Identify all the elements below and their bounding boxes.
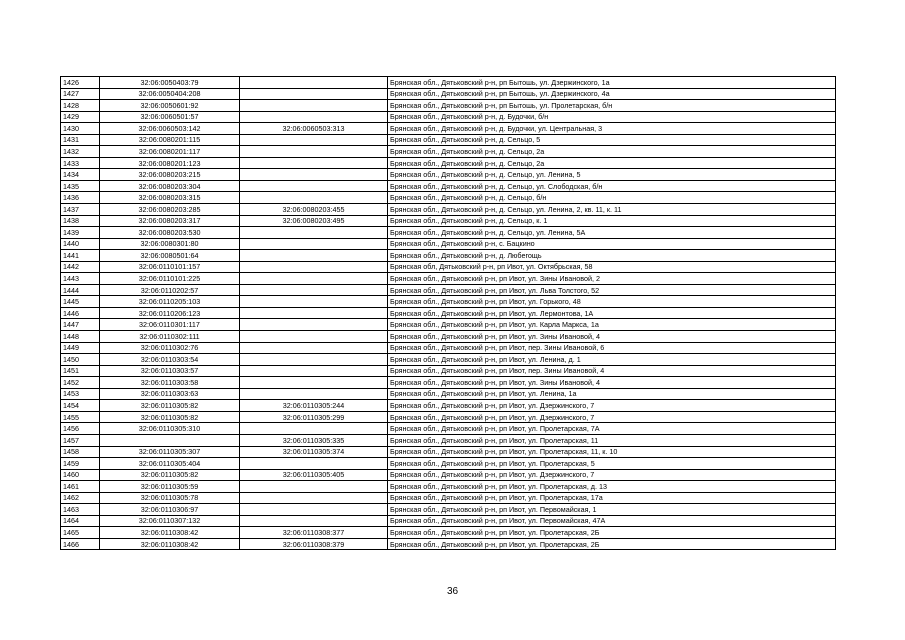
address-cell: Брянская обл., Дятьковский р-н, рп Бытошь, ул. Дзержинского, 4а: [388, 88, 836, 100]
linked-cadastral-number-cell: [240, 180, 388, 192]
address-cell: Брянская обл., Дятьковский р-н, д. Сельцо, ул. Ленина, 5: [388, 169, 836, 181]
table-row: [61, 388, 836, 400]
address-cell: Брянская обл., Дятьковский р-н, рп Ивот, ул. Пролетарская, 17а: [388, 492, 836, 504]
linked-cadastral-number-cell: [240, 284, 388, 296]
cadastral-number-cell: 32:06:0050404:208: [100, 88, 240, 100]
cadastral-number-cell: 32:06:0110303:54: [100, 354, 240, 366]
row-number-cell: 1445: [61, 296, 100, 308]
linked-cadastral-number-cell: [240, 134, 388, 146]
linked-cadastral-number-cell: [240, 365, 388, 377]
row-number-cell: 1447: [61, 319, 100, 331]
table-row: [61, 157, 836, 169]
cadastral-number-cell: 32:06:0110305:78: [100, 492, 240, 504]
address-cell: Брянская обл., Дятьковский р-н, рп Ивот, ул. Зины Ивановой, 2: [388, 273, 836, 285]
cadastral-number-cell: 32:06:0080501:64: [100, 250, 240, 262]
linked-cadastral-number-cell: [240, 250, 388, 262]
table-row: [61, 250, 836, 262]
linked-cadastral-number-cell: 32:06:0110305:374: [240, 446, 388, 458]
address-cell: Брянская обл., Дятьковский р-н, рп Ивот, ул. Первомайская, 47А: [388, 515, 836, 527]
table-row: [61, 146, 836, 158]
cadastral-number-cell: 32:06:0110305:310: [100, 423, 240, 435]
cadastral-number-cell: 32:06:0110305:82: [100, 400, 240, 412]
linked-cadastral-number-cell: [240, 481, 388, 493]
linked-cadastral-number-cell: [240, 100, 388, 112]
row-number-cell: 1461: [61, 481, 100, 493]
address-cell: Брянская обл, Дятьковский р-н, рп Ивот, ул. Октябрьская, 58: [388, 261, 836, 273]
property-register-table: [60, 76, 836, 550]
row-number-cell: 1453: [61, 388, 100, 400]
address-cell: Брянская обл., Дятьковский р-н, рп Ивот, ул. Лермонтова, 1А: [388, 307, 836, 319]
address-cell: Брянская обл., Дятьковский р-н, д. Сельцо, ул. Ленина, 2, кв. 11, к. 11: [388, 204, 836, 216]
linked-cadastral-number-cell: 32:06:0110305:244: [240, 400, 388, 412]
table-row: [61, 342, 836, 354]
table-row: [61, 492, 836, 504]
cadastral-number-cell: 32:06:0050601:92: [100, 100, 240, 112]
row-number-cell: 1431: [61, 134, 100, 146]
table-row: [61, 192, 836, 204]
address-cell: Брянская обл., Дятьковский р-н, д. Будочки, б/н: [388, 111, 836, 123]
linked-cadastral-number-cell: 32:06:0110305:335: [240, 434, 388, 446]
row-number-cell: 1452: [61, 377, 100, 389]
row-number-cell: 1463: [61, 504, 100, 516]
row-number-cell: 1462: [61, 492, 100, 504]
row-number-cell: 1460: [61, 469, 100, 481]
linked-cadastral-number-cell: 32:06:0110305:299: [240, 411, 388, 423]
row-number-cell: 1432: [61, 146, 100, 158]
cadastral-number-cell: 32:06:0080203:215: [100, 169, 240, 181]
row-number-cell: 1459: [61, 458, 100, 470]
cadastral-number-cell: 32:06:0080203:285: [100, 204, 240, 216]
linked-cadastral-number-cell: [240, 377, 388, 389]
address-cell: Брянская обл., Дятьковский р-н, рп Ивот, ул. Пролетарская, 11: [388, 434, 836, 446]
cadastral-number-cell: 32:06:0110303:57: [100, 365, 240, 377]
row-number-cell: 1449: [61, 342, 100, 354]
row-number-cell: 1435: [61, 180, 100, 192]
cadastral-number-cell: 32:06:0080203:530: [100, 227, 240, 239]
table-row: [61, 204, 836, 216]
table-row: [61, 123, 836, 135]
linked-cadastral-number-cell: 32:06:0080203:495: [240, 215, 388, 227]
address-cell: Брянская обл., Дятьковский р-н, рп Ивот, ул. Карла Маркса, 1а: [388, 319, 836, 331]
row-number-cell: 1439: [61, 227, 100, 239]
row-number-cell: 1464: [61, 515, 100, 527]
cadastral-number-cell: 32:06:0080201:115: [100, 134, 240, 146]
linked-cadastral-number-cell: [240, 238, 388, 250]
cadastral-number-cell: 32:06:0110305:82: [100, 411, 240, 423]
row-number-cell: 1458: [61, 446, 100, 458]
linked-cadastral-number-cell: [240, 458, 388, 470]
row-number-cell: 1446: [61, 307, 100, 319]
linked-cadastral-number-cell: [240, 227, 388, 239]
address-cell: Брянская обл., Дятьковский р-н, рп Ивот, ул. Пролетарская, 11, к. 10: [388, 446, 836, 458]
cadastral-number-cell: 32:06:0110101:157: [100, 261, 240, 273]
cadastral-number-cell: 32:06:0080301:80: [100, 238, 240, 250]
address-cell: Брянская обл., Дятьковский р-н, д. Сельцо, ул. Ленина, 5А: [388, 227, 836, 239]
table-row: [61, 331, 836, 343]
table-row: [61, 273, 836, 285]
address-cell: Брянская обл., Дятьковский р-н, рп Ивот, ул. Льва Толстого, 52: [388, 284, 836, 296]
row-number-cell: 1429: [61, 111, 100, 123]
row-number-cell: 1457: [61, 434, 100, 446]
cadastral-number-cell: [100, 434, 240, 446]
row-number-cell: 1436: [61, 192, 100, 204]
row-number-cell: 1448: [61, 331, 100, 343]
address-cell: Брянская обл., Дятьковский р-н, рп Ивот, ул. Зины Ивановой, 4: [388, 377, 836, 389]
table-row: [61, 261, 836, 273]
linked-cadastral-number-cell: [240, 261, 388, 273]
address-cell: Брянская обл., Дятьковский р-н, с. Бацкино: [388, 238, 836, 250]
linked-cadastral-number-cell: 32:06:0080203:455: [240, 204, 388, 216]
address-cell: Брянская обл., Дятьковский р-н, д. Сельцо, к. 1: [388, 215, 836, 227]
row-number-cell: 1437: [61, 204, 100, 216]
cadastral-number-cell: 32:06:0060503:142: [100, 123, 240, 135]
linked-cadastral-number-cell: [240, 192, 388, 204]
cadastral-number-cell: 32:06:0050403:79: [100, 77, 240, 89]
row-number-cell: 1444: [61, 284, 100, 296]
cadastral-number-cell: 32:06:0110306:97: [100, 504, 240, 516]
linked-cadastral-number-cell: 32:06:0110308:379: [240, 538, 388, 550]
address-cell: Брянская обл., Дятьковский р-н, д. Сельцо, 2а: [388, 157, 836, 169]
table-row: [61, 134, 836, 146]
address-cell: Брянская обл., Дятьковский р-н, рп Ивот, ул. Пролетарская, 2Б: [388, 527, 836, 539]
table-row: [61, 354, 836, 366]
address-cell: Брянская обл., Дятьковский р-н, рп Бытошь, ул. Пролетарская, б/н: [388, 100, 836, 112]
row-number-cell: 1455: [61, 411, 100, 423]
address-cell: Брянская обл., Дятьковский р-н, рп Ивот, ул. Зины Ивановой, 4: [388, 331, 836, 343]
linked-cadastral-number-cell: [240, 388, 388, 400]
table-row: [61, 469, 836, 481]
address-cell: Брянская обл., Дятьковский р-н, рп Ивот, ул. Ленина, 1а: [388, 388, 836, 400]
address-cell: Брянская обл., Дятьковский р-н, д. Любегощь: [388, 250, 836, 262]
linked-cadastral-number-cell: [240, 111, 388, 123]
table-row: [61, 307, 836, 319]
linked-cadastral-number-cell: [240, 273, 388, 285]
table-row: [61, 411, 836, 423]
cadastral-number-cell: 32:06:0080203:315: [100, 192, 240, 204]
cadastral-number-cell: 32:06:0110202:57: [100, 284, 240, 296]
cadastral-number-cell: 32:06:0110205:103: [100, 296, 240, 308]
table-row: [61, 319, 836, 331]
table-row: [61, 215, 836, 227]
table-row: [61, 365, 836, 377]
table-row: [61, 538, 836, 550]
row-number-cell: 1430: [61, 123, 100, 135]
linked-cadastral-number-cell: [240, 146, 388, 158]
cadastral-number-cell: 32:06:0110305:59: [100, 481, 240, 493]
table-row: [61, 400, 836, 412]
cadastral-number-cell: 32:06:0110302:76: [100, 342, 240, 354]
linked-cadastral-number-cell: [240, 296, 388, 308]
address-cell: Брянская обл., Дятьковский р-н, рп Ивот, ул. Дзержинского, 7: [388, 400, 836, 412]
table-row: [61, 180, 836, 192]
cadastral-number-cell: 32:06:0110305:82: [100, 469, 240, 481]
row-number-cell: 1427: [61, 88, 100, 100]
address-cell: Брянская обл., Дятьковский р-н, рп Ивот, пер. Зины Ивановой, 4: [388, 365, 836, 377]
table-row: [61, 481, 836, 493]
linked-cadastral-number-cell: [240, 504, 388, 516]
row-number-cell: 1440: [61, 238, 100, 250]
table-row: [61, 88, 836, 100]
address-cell: Брянская обл., Дятьковский р-н, рп Ивот, ул. Дзержинского, 7: [388, 469, 836, 481]
row-number-cell: 1450: [61, 354, 100, 366]
cadastral-number-cell: 32:06:0080201:117: [100, 146, 240, 158]
cadastral-number-cell: 32:06:0080203:317: [100, 215, 240, 227]
table-row: [61, 77, 836, 89]
cadastral-number-cell: 32:06:0110307:132: [100, 515, 240, 527]
row-number-cell: 1466: [61, 538, 100, 550]
cadastral-number-cell: 32:06:0110206:123: [100, 307, 240, 319]
linked-cadastral-number-cell: [240, 319, 388, 331]
table-row: [61, 377, 836, 389]
row-number-cell: 1456: [61, 423, 100, 435]
table-row: [61, 504, 836, 516]
table-row: [61, 100, 836, 112]
row-number-cell: 1465: [61, 527, 100, 539]
cadastral-number-cell: 32:06:0110303:58: [100, 377, 240, 389]
row-number-cell: 1426: [61, 77, 100, 89]
linked-cadastral-number-cell: [240, 307, 388, 319]
table-row: [61, 227, 836, 239]
address-cell: Брянская обл., Дятьковский р-н, рп Бытошь, ул. Дзержинского, 1а: [388, 77, 836, 89]
cadastral-number-cell: 32:06:0110308:42: [100, 527, 240, 539]
address-cell: Брянская обл., Дятьковский р-н, рп Ивот, ул. Первомайская, 1: [388, 504, 836, 516]
table-row: [61, 284, 836, 296]
cadastral-number-cell: 32:06:0060501:57: [100, 111, 240, 123]
address-cell: Брянская обл., Дятьковский р-н, рп Ивот, ул. Горького, 48: [388, 296, 836, 308]
linked-cadastral-number-cell: 32:06:0060503:313: [240, 123, 388, 135]
address-cell: Брянская обл., Дятьковский р-н, д. Сельцо, б/н: [388, 192, 836, 204]
linked-cadastral-number-cell: 32:06:0110308:377: [240, 527, 388, 539]
row-number-cell: 1442: [61, 261, 100, 273]
linked-cadastral-number-cell: 32:06:0110305:405: [240, 469, 388, 481]
cadastral-number-cell: 32:06:0110101:225: [100, 273, 240, 285]
row-number-cell: 1441: [61, 250, 100, 262]
address-cell: Брянская обл., Дятьковский р-н, рп Ивот, ул. Пролетарская, 2Б: [388, 538, 836, 550]
address-cell: Брянская обл., Дятьковский р-н, рп Ивот, ул. Пролетарская, 7А: [388, 423, 836, 435]
table-row: [61, 238, 836, 250]
cadastral-number-cell: 32:06:0110305:404: [100, 458, 240, 470]
address-cell: Брянская обл., Дятьковский р-н, д. Сельцо, ул. Слободская, б/н: [388, 180, 836, 192]
row-number-cell: 1433: [61, 157, 100, 169]
table-row: [61, 111, 836, 123]
row-number-cell: 1434: [61, 169, 100, 181]
linked-cadastral-number-cell: [240, 423, 388, 435]
linked-cadastral-number-cell: [240, 88, 388, 100]
table-row: [61, 169, 836, 181]
cadastral-number-cell: 32:06:0110302:111: [100, 331, 240, 343]
row-number-cell: 1454: [61, 400, 100, 412]
table-row: [61, 446, 836, 458]
address-cell: Брянская обл., Дятьковский р-н, рп Ивот, пер. Зины Ивановой, 6: [388, 342, 836, 354]
linked-cadastral-number-cell: [240, 169, 388, 181]
cadastral-number-cell: 32:06:0080201:123: [100, 157, 240, 169]
address-cell: Брянская обл., Дятьковский р-н, рп Ивот, ул. Ленина, д. 1: [388, 354, 836, 366]
cadastral-number-cell: 32:06:0110303:63: [100, 388, 240, 400]
linked-cadastral-number-cell: [240, 331, 388, 343]
row-number-cell: 1438: [61, 215, 100, 227]
table-body: [61, 77, 836, 550]
row-number-cell: 1443: [61, 273, 100, 285]
linked-cadastral-number-cell: [240, 354, 388, 366]
address-cell: Брянская обл., Дятьковский р-н, рп Ивот, ул. Дзержинского, 7: [388, 411, 836, 423]
cadastral-number-cell: 32:06:0080203:304: [100, 180, 240, 192]
linked-cadastral-number-cell: [240, 492, 388, 504]
address-cell: Брянская обл., Дятьковский р-н, д. Сельцо, 2а: [388, 146, 836, 158]
table-row: [61, 458, 836, 470]
cadastral-number-cell: 32:06:0110308:42: [100, 538, 240, 550]
row-number-cell: 1451: [61, 365, 100, 377]
address-cell: Брянская обл., Дятьковский р-н, рп Ивот, ул. Пролетарская, д. 13: [388, 481, 836, 493]
address-cell: Брянская обл., Дятьковский р-н, д. Будочки, ул. Центральная, 3: [388, 123, 836, 135]
linked-cadastral-number-cell: [240, 342, 388, 354]
page-number: 36: [446, 586, 459, 597]
row-number-cell: 1428: [61, 100, 100, 112]
cadastral-number-cell: 32:06:0110301:117: [100, 319, 240, 331]
table-row: [61, 296, 836, 308]
table-row: [61, 434, 836, 446]
table-row: [61, 527, 836, 539]
table-row: [61, 515, 836, 527]
linked-cadastral-number-cell: [240, 515, 388, 527]
linked-cadastral-number-cell: [240, 157, 388, 169]
table-row: [61, 423, 836, 435]
linked-cadastral-number-cell: [240, 77, 388, 89]
address-cell: Брянская обл., Дятьковский р-н, д. Сельцо, 5: [388, 134, 836, 146]
address-cell: Брянская обл., Дятьковский р-н, рп Ивот, ул. Пролетарская, 5: [388, 458, 836, 470]
cadastral-number-cell: 32:06:0110305:307: [100, 446, 240, 458]
